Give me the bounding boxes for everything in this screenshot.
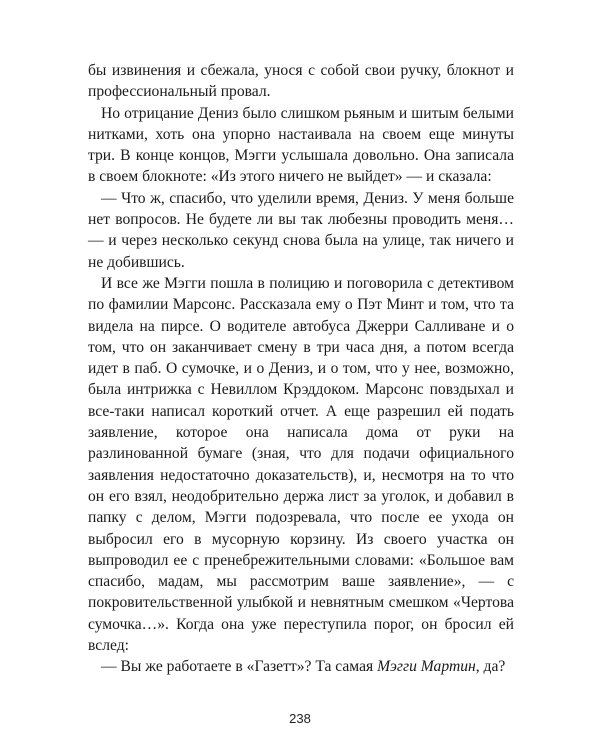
dialogue-text: — Вы же работаете в «Газетт»? Та самая	[101, 658, 378, 676]
body-text	[88, 60, 514, 678]
paragraph-4: И все же Мэгги пошла в полицию и поговорила с детективом по фамилии Марсонс. Рассказала ему о Пэт Минт и том, что та видела на пирсе. О водителе автобуса Джерри Салливане и о том, что он заканчивает смену в три часа дня, а потом всегда идет в паб. О сумочке, и о Дениз, и о том, что у нее, возможно, была интрижка с Невиллом Крэддоком. Марсонс повздыхал и все-таки написал короткий отчет. А еще разрешил ей подать заявление, которое она написала дома от руки на разлинованной бумаге (зная, что для подачи официального заявления недостаточно доказательств), и, несмотря на то что он его взял, неодобрительно держа лист за уголок, и добавил в папку с делом, Мэгги подозревала, что после ее ухода он выбросил его в мусорную корзину. Из своего участка он выпроводил ее с пренебрежительными словами: «Большое вам спасибо, мадам, мы рассмотрим ваше заявление», — с покровительственной улыбкой и невнятным смешком «Чертова сумочка…». Когда она уже переступила порог, он бросил ей вслед:	[88, 274, 514, 655]
paragraph-2: Но отрицание Дениз было слишком рьяным и шитым белыми нитками, хоть она упорно настаивала на своем еще минуты три. В конце концов, Мэгги услышала довольно. Она записала в своем блокноте: «Из этого ничего не выйдет» — и сказала:	[88, 104, 514, 186]
paragraph-1: бы извинения и сбежала, унося с собой свои ручку, блокнот и профессиональный провал.	[88, 62, 514, 101]
paragraph-3: — Что ж, спасибо, что уделили время, Дениз. У меня больше нет вопросов. Не будете ли вы так любезны проводить меня… — и через несколько секунд снова была на улице, так ничего и не добившись.	[88, 189, 514, 271]
italic-name: Мэгги Мартин	[377, 658, 476, 676]
page-number: 238	[289, 711, 311, 726]
dialogue-end: , да?	[475, 658, 506, 676]
paragraph-5	[88, 656, 514, 677]
